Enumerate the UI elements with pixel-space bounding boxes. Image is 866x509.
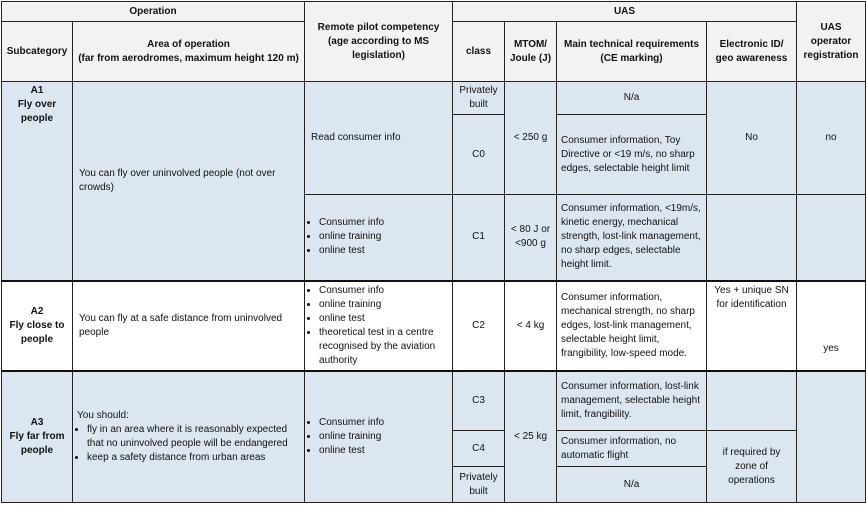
- a3-area-intro: You should:: [77, 409, 129, 421]
- a2-mtom: < 4 kg: [505, 281, 557, 371]
- a1-subcategory: [2, 82, 73, 281]
- list-item: • Consumer info: [319, 416, 448, 430]
- a2-competency: [305, 281, 453, 371]
- a3-eid-blank: [707, 371, 797, 431]
- a1-class-privately-built: Privately built: [453, 82, 505, 115]
- operation-header: Operation: [2, 2, 305, 22]
- class-header: class: [453, 22, 505, 82]
- a1-competency-c1: [305, 195, 453, 281]
- a2-area: You can fly at a safe distance from uninvolved people: [73, 281, 305, 371]
- area-header: [73, 22, 305, 82]
- a3-class-privately-built: Privately built: [453, 467, 505, 503]
- a1-name: Fly over people: [17, 99, 57, 124]
- a3-class-c4: C4: [453, 431, 505, 467]
- a1-competency-c0: Read consumer info: [305, 82, 453, 195]
- area-header-title: Area of operation: [147, 38, 230, 50]
- a1-registration: no: [797, 82, 866, 195]
- tech-header-sub: (CE marking): [600, 52, 663, 64]
- a1-mtom-c0: < 250 g: [505, 82, 557, 195]
- list-item: • online test: [319, 312, 448, 326]
- a1-tech-privately-built: N/a: [557, 82, 707, 115]
- a1-area: You can fly over uninvolved people (not over crowds): [73, 82, 305, 281]
- a2-class: C2: [453, 281, 505, 371]
- a1-registration-blank: [797, 195, 866, 281]
- registration-header: UAS operator registration: [797, 2, 866, 82]
- a1-competency-list: [309, 216, 448, 258]
- a3-competency-list: [309, 416, 448, 458]
- a1-tech-c1: Consumer information, <19m/s, kinetic energy, mechanical strength, lost-link management, no sharp edges, selectable height limit.: [557, 195, 707, 281]
- a2-competency-list: [309, 284, 448, 368]
- mtom-header: MTOM/ Joule (J): [505, 22, 557, 82]
- a1-eid-blank: [707, 195, 797, 281]
- area-header-sub: (far from aerodromes, maximum height 120 m): [78, 52, 299, 64]
- list-item: • online test: [319, 444, 448, 458]
- a2-subcategory: [2, 281, 73, 371]
- a2-eid: Yes + unique SN for identification: [707, 281, 797, 371]
- list-item: • Consumer info: [319, 284, 448, 298]
- list-item: • online test: [319, 244, 448, 258]
- a3-eid: if required by zone of operations: [707, 431, 797, 503]
- a3-mtom: < 25 kg: [505, 371, 557, 503]
- competency-header-title: Remote pilot competency: [317, 21, 440, 33]
- a1-class-c0: C0: [453, 115, 505, 195]
- uas-header: UAS: [453, 2, 797, 22]
- a2-code: A2: [30, 305, 44, 317]
- a1-code: A1: [30, 85, 44, 96]
- list-item: • theoretical test in a centre recognised by the aviation authority: [319, 326, 448, 368]
- uas-categories-table: [1, 1, 866, 503]
- eid-header: Electronic ID/ geo awareness: [707, 22, 797, 82]
- a2-name: Fly close to people: [9, 319, 65, 345]
- list-item: • online training: [319, 430, 448, 444]
- competency-header-sub: (age according to MS legislation): [327, 35, 430, 61]
- a3-registration-blank: [797, 371, 866, 503]
- tech-header: [557, 22, 707, 82]
- list-item: • online training: [319, 230, 448, 244]
- list-item: • keep a safety distance from urban areas: [87, 451, 300, 465]
- tech-header-title: Main technical requirements: [563, 38, 700, 50]
- list-item: • fly in an area where it is reasonably expected that no uninvolved people will be endangered: [87, 423, 300, 451]
- a1-tech-c0: Consumer information, Toy Directive or <19 m/s, no sharp edges, selectable height limit: [557, 115, 707, 195]
- subcategory-header: Subcategory: [2, 22, 73, 82]
- list-item: • online training: [319, 298, 448, 312]
- a3-area-list: [77, 423, 300, 465]
- registration-yes: yes: [797, 281, 866, 371]
- a3-tech-c4: Consumer information, no automatic flight: [557, 431, 707, 467]
- list-item: • Consumer info: [319, 216, 448, 230]
- a3-competency: [305, 371, 453, 503]
- a1-eid: No: [707, 82, 797, 195]
- a3-tech-c3: Consumer information, lost-link management, selectable height limit, frangibility.: [557, 371, 707, 431]
- a3-class-c3: C3: [453, 371, 505, 431]
- a3-subcategory: [2, 371, 73, 503]
- a3-name: Fly far from people: [9, 430, 65, 456]
- a2-tech: Consumer information, mechanical strength, no sharp edges, lost-link management, selectable height limit, frangibility, low-speed mode.: [557, 281, 707, 371]
- a3-tech-privately-built: N/a: [557, 467, 707, 503]
- a1-class-c1: C1: [453, 195, 505, 281]
- a3-area: [73, 371, 305, 503]
- a1-mtom-c1: < 80 J or <900 g: [505, 195, 557, 281]
- competency-header: [305, 2, 453, 82]
- a3-code: A3: [30, 416, 44, 428]
